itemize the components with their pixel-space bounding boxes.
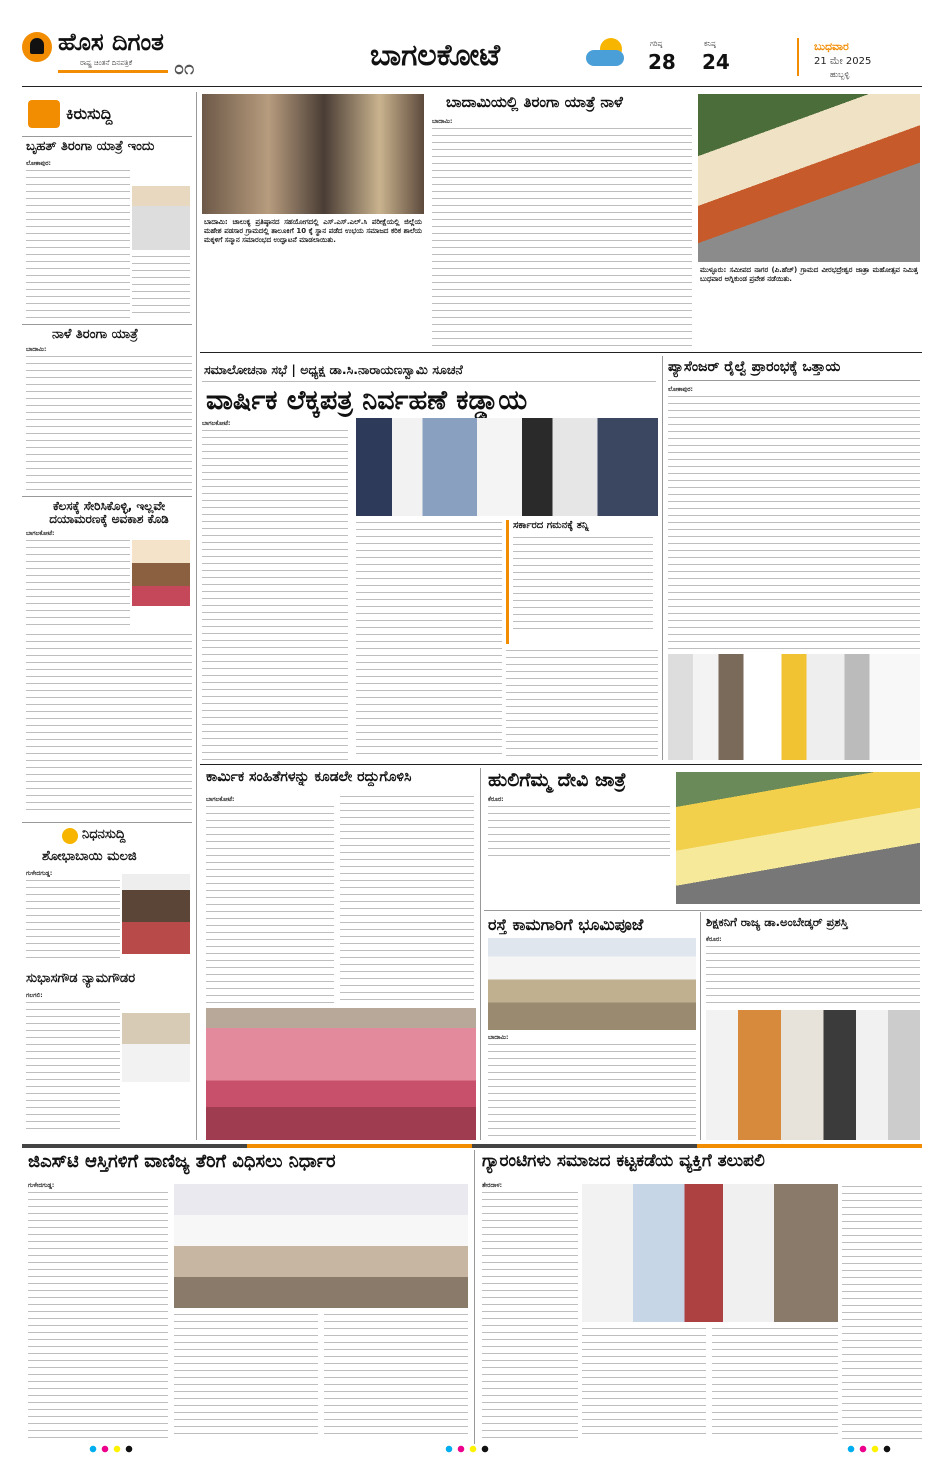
jatre-body	[488, 804, 670, 858]
guarantee-body-col4	[842, 1184, 922, 1440]
guarantee-body-col3	[712, 1326, 838, 1440]
max-temp: 28	[648, 50, 676, 74]
min-temp: 24	[702, 50, 730, 74]
award-dateline: ಕೆರೂರ:	[706, 936, 722, 943]
award-headline: ಶಿಕ್ಷಕನಿಗೆ ರಾಜ್ಯ ಡಾ.ಅಂಬೇಡ್ಕರ್ ಪ್ರಶಸ್ತಿ	[706, 915, 848, 929]
issue-day: ಬುಧವಾರ	[814, 40, 849, 53]
main-pullquote	[506, 520, 658, 644]
pullquote-title: ಸರ್ಕಾರದ ಗಮನಕ್ಕೆ ತನ್ನಿ	[513, 520, 589, 531]
labour-body-col2	[340, 794, 474, 1004]
gst-headline: ಜಿಎಸ್‌ಟಿ ಆಸ್ತಿಗಳಿಗೆ ವಾಣಿಜ್ಯ ತೆರಿಗೆ ವಿಧಿಸಲು ನಿರ್ಧಾರ	[28, 1151, 336, 1172]
masthead-divider	[797, 38, 799, 76]
obit1-name: ಶೋಭಾಬಾಯಿ ಮಲಜಿ	[42, 849, 137, 864]
gst-photo	[174, 1184, 468, 1308]
rail-headline: ಪ್ಯಾಸೆಂಜರ್ ರೈಲ್ವೆ ಪ್ರಾರಂಭಕ್ಕೆ ಒತ್ತಾಯ	[668, 359, 841, 375]
road-dateline: ಬಾದಾಮಿ:	[488, 1034, 509, 1041]
top-left-caption: ಬಾದಾಮಿ: ಚಾಲುಕ್ಯ ಪ್ರತಿಷ್ಠಾನದ ಸಹಯೋಗದಲ್ಲಿ ಎಸ್.ಎಸ್.ಎಲ್.ಸಿ ಪರೀಕ್ಷೆಯಲ್ಲಿ ಜಿಲ್ಲೆಯ ಮಹೇಶ ಪಡಸಾರ ಗ್ರಾಮದಲ್ಲಿ ತಾಲೂಕಿಗೆ 10 ಕ್ಕೆ ಸ್ಥಾನ ಪಡೆದ ಉಭಯ ಸಮಾಜದ ಕರಿಕ ಶಾಲೆಯ ಮಕ್ಕಳಿಗೆ ಸನ್ಮಾನ ಸಮಾರಂಭದ ಉದ್ಘಾಟನೆ ಮಾಡಲಾಯಿತು.	[204, 218, 422, 244]
rail-photo	[668, 654, 920, 760]
gst-body-col2	[174, 1312, 318, 1440]
guarantee-body-col2	[582, 1326, 706, 1440]
center-top-headline: ಬಾದಾಮಿಯಲ್ಲಿ ತಿರಂಗಾ ಯಾತ್ರೆ ನಾಳೆ	[446, 93, 623, 111]
center-top-body	[432, 126, 692, 348]
registration-marks-3	[846, 1444, 906, 1454]
main-headline: ವಾರ್ಷಿಕ ಲೆಕ್ಕಪತ್ರ ನಿರ್ವಹಣೆ ಕಡ್ಡಾಯ	[206, 385, 528, 416]
logo-emblem-icon	[30, 38, 44, 54]
guarantee-dateline: ತೇರದಾಳ:	[482, 1182, 502, 1189]
guarantee-photo	[582, 1184, 838, 1322]
story3-dateline: ಬಾಗಲಕೋಟೆ:	[26, 530, 55, 537]
jatre-photo	[676, 772, 920, 904]
story2-dateline: ಬಾದಾಮಿ:	[26, 346, 47, 353]
story1-photo	[132, 170, 190, 250]
story1-headline: ಬೃಹತ್ ತಿರಂಗಾ ಯಾತ್ರೆ ಇಂದು	[26, 139, 155, 154]
main-photo	[356, 418, 658, 516]
labour-dateline: ಬಾಗಲಕೋಟೆ:	[206, 796, 235, 803]
registration-marks-2	[444, 1444, 504, 1454]
main-body-col1	[202, 428, 348, 760]
logo-underline	[58, 70, 168, 73]
story3-body	[26, 538, 130, 628]
gst-dateline: ಗುಳೇದಗುಡ್ಡ:	[28, 1182, 55, 1189]
sidebar	[22, 92, 192, 1140]
kirusuddi-icon	[28, 100, 60, 128]
issue-city: ಹುಬ್ಬಳ್ಳಿ	[830, 70, 850, 79]
rail-dateline: ಲೋಕಾಪುರ:	[668, 386, 693, 393]
road-photo	[488, 938, 696, 1030]
gst-body-col3	[324, 1312, 468, 1440]
story3-photo	[132, 540, 190, 606]
page-number: ೦೧	[174, 58, 195, 79]
story3-headline: ಕೆಲಸಕ್ಕೆ ಸೇರಿಸಿಕೊಳ್ಳಿ, ಇಲ್ಲವೇ ದಯಾಮರಣಕ್ಕೆ ಅವಕಾಶ ಕೊಡಿ	[49, 499, 169, 527]
guarantee-body-col1	[482, 1190, 578, 1440]
main-kicker-text: ಸಮಾಲೋಚನಾ ಸಭೆ | ಅಧ್ಯಕ್ಷ ಡಾ.ಸಿ.ನಾರಾಯಣಸ್ವಾಮಿ ಸೂಚನೆ	[204, 362, 463, 377]
obit1-body	[26, 878, 120, 964]
jatre-dateline: ಕೆರೂರ:	[488, 796, 504, 803]
obit2-dateline: ಗಲಗಲಿ:	[26, 992, 43, 999]
edition-title: ಬಾಗಲಕೋಟೆ	[370, 38, 501, 73]
registration-marks	[88, 1444, 148, 1454]
road-body	[488, 1042, 696, 1140]
max-temp-label: ಗರಿಷ್ಠ	[650, 40, 663, 48]
main-body-col2	[356, 520, 502, 760]
top-right-photo	[698, 94, 920, 262]
main-dateline: ಬಾಗಲಕೋಟೆ:	[202, 420, 231, 427]
road-headline: ರಸ್ತೆ ಕಾಮಗಾರಿಗೆ ಭೂಮಿಪೂಜೆ	[488, 915, 644, 934]
obit1-photo	[122, 874, 190, 954]
gst-body-col1	[28, 1190, 168, 1440]
logo-text: ಹೊಸ ದಿಗಂತ	[58, 28, 164, 56]
rail-body	[668, 394, 920, 650]
center-top-dateline: ಬಾದಾಮಿ:	[432, 118, 453, 125]
obit1-dateline: ಗುಳೇದಗುಡ್ಡ:	[26, 870, 53, 877]
masthead	[0, 0, 945, 88]
masthead-rule	[22, 86, 922, 87]
obit-icon	[62, 828, 78, 844]
main-kicker	[202, 358, 656, 382]
obit2-body	[26, 1000, 120, 1134]
labour-headline: ಕಾರ್ಮಿಕ ಸಂಹಿತೆಗಳನ್ನು ಕೂಡಲೇ ರದ್ದುಗೊಳಿಸಿ	[206, 769, 412, 785]
jatre-headline: ಹುಲಿಗೆಮ್ಮ ದೇವಿ ಜಾತ್ರೆ	[488, 769, 627, 791]
issue-date: 21 ಮೇ 2025	[814, 56, 872, 67]
top-right-caption: ಮುಳ್ಳೂರು: ಸಮೀಪದ ನಾಗರ (ಪಿ.ಹೆಚ್) ಗ್ರಾಮದ ವೀರಭದ್ರೇಶ್ವರ ಜಾತ್ರಾ ಮಹೋತ್ಸವ ನಿಮಿತ್ತ ಬುಧವಾರ ಅಗ್ನಿಕುಂಡ ಪ್ರವೇಶ ನಡೆಯಿತು.	[700, 266, 918, 283]
main-body-col3	[506, 648, 658, 760]
obit-section-title: ನಿಧನಸುದ್ದಿ	[82, 827, 126, 842]
guarantee-headline: ಗ್ಯಾರಂಟಿಗಳು ಸಮಾಜದ ಕಟ್ಟಕಡೆಯ ವ್ಯಕ್ತಿಗೆ ತಲುಪಲಿ	[482, 1151, 765, 1171]
obit2-photo	[122, 998, 190, 1082]
story2-headline: ನಾಳೆ ತಿರಂಗಾ ಯಾತ್ರೆ	[52, 327, 139, 342]
story1-body	[26, 168, 130, 318]
logo-tagline: ರಾಷ್ಟ್ರ ಚಿಂತನೆ ದಿನಪತ್ರಿಕೆ	[80, 59, 133, 67]
labour-body-col1	[206, 804, 334, 1004]
logo-block	[22, 28, 244, 84]
story2-body	[26, 354, 192, 494]
story1-dateline: ಲೋಕಾಪುರ:	[26, 160, 51, 167]
section-title: ಕಿರುಸುದ್ದಿ	[66, 104, 113, 123]
bottom-rule	[22, 1144, 922, 1148]
award-body	[706, 944, 920, 1006]
weather-icon	[586, 36, 632, 70]
award-photo	[706, 1010, 920, 1140]
obit2-name: ಸುಭಾಸಗೌಡ ನ್ಯಾಮಗೌಡರ	[26, 971, 136, 986]
top-left-photo	[202, 94, 424, 214]
labour-photo	[206, 1008, 476, 1140]
min-temp-label: ಕನಿಷ್ಠ	[704, 40, 716, 48]
